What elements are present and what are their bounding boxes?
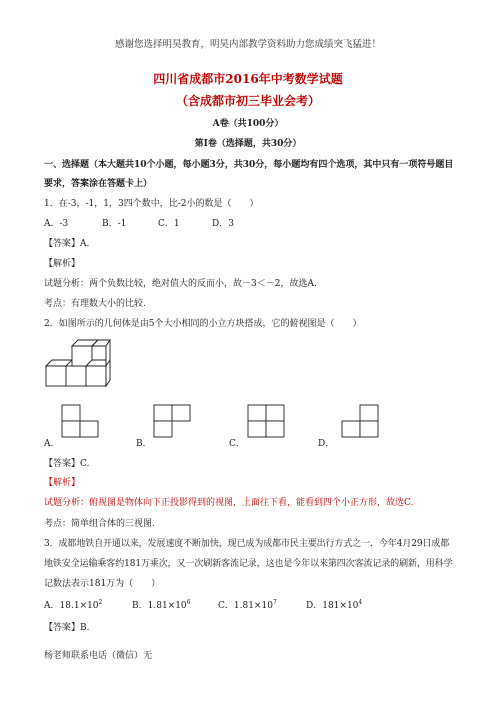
q3-option-a-exponent: 2 — [98, 599, 103, 606]
q2-analysis-choice: C. — [404, 498, 414, 508]
page-header: 感谢您选择明昊教育，明昊内部教学资料助力您成绩突飞猛进！ — [114, 39, 381, 50]
q1-answer: 【答案】A. — [44, 239, 90, 249]
page-footer: 杨老师联系电话（微信）无 — [44, 651, 153, 661]
instructions-line-2: 要求，答案涂在答题卡上） — [44, 179, 153, 189]
q1-knowledge-point: 考点：有理数大小的比较. — [44, 299, 146, 309]
section-a-heading: A卷（共100分） — [212, 119, 284, 129]
q3-stem-line-3: 记数法表示181万为（ ） — [44, 579, 161, 589]
q3-option-a — [44, 598, 102, 611]
q1-option-b: B．-1 — [102, 219, 127, 229]
q3-option-d-label: D． — [306, 601, 323, 611]
q1-option-a: A．-3 — [44, 219, 69, 229]
q2-answer: 【答案】C. — [44, 459, 90, 469]
q2-option-c-label: C． — [229, 439, 245, 449]
q3-option-b-label: B． — [132, 601, 148, 611]
q3-option-b — [132, 598, 191, 611]
q3-answer: 【答案】B. — [44, 623, 90, 633]
q2-option-b-label: B． — [136, 439, 152, 449]
q3-stem-line-2: 地铁安全运输乘客约181万乘次，又一次刷新客流记录，这也是今年以来第四次客流记录的刷新，用科学 — [44, 559, 453, 569]
q1-analysis-label: 【解析】 — [44, 259, 81, 269]
q1-option-d: D．3 — [212, 219, 234, 229]
q3-option-a-label: A． — [44, 601, 60, 611]
q3-option-b-exponent: 6 — [186, 599, 191, 606]
q2-knowledge-point: 考点：简单组合体的三视图. — [44, 519, 155, 529]
q3-option-b-value: 1.81×10 — [147, 601, 187, 611]
exam-subtitle: （含成都市初三毕业会考） — [175, 94, 320, 108]
q2-analysis-text: 试题分析：俯视图是物体向下正投影得到的视图，上面往下看，能看到四个小正方形，故选 — [44, 498, 405, 508]
q3-option-c-exponent: 7 — [272, 599, 277, 606]
part1-heading: 第Ⅰ卷（选择题，共30分） — [194, 139, 302, 149]
q2-option-d-label: D． — [318, 439, 335, 449]
q3-stem-line-1: 3．成都地铁自开通以来，发展速度不断加快，现已成为成都市民主要出行方式之一．今年4月29日成都 — [44, 539, 450, 549]
instructions-line-1: 一、选择题（本大题共10个小题，每小题3分，共30分，每小题均有四个选项，其中只有一项符号题目 — [44, 160, 454, 170]
q2-option-b-figure — [152, 403, 192, 439]
q1-stem: 1．在-3，-1，1，3四个数中，比-2小的数是（ ） — [44, 199, 259, 209]
q3-option-c-value: 1.81×10 — [233, 601, 273, 611]
q2-stem: 2．如图所示的几何体是由5个大小相同的小立方块搭成，它的俯视图是（ ） — [44, 319, 362, 329]
q2-option-d-figure — [340, 403, 380, 439]
q2-option-a-figure — [60, 403, 100, 439]
q3-option-d-value: 181×10 — [322, 601, 359, 611]
q1-analysis: 试题分析：两个负数比较，绝对值大的反而小，故－3＜－2，故选A. — [44, 279, 317, 289]
q3-option-c-label: C． — [218, 601, 234, 611]
exam-title: 四川省成都市2016年中考数学试题 — [153, 72, 343, 86]
q2-option-a-label: A． — [44, 439, 60, 449]
q2-solid-figure — [44, 338, 114, 396]
q2-analysis — [44, 495, 413, 508]
q3-option-d — [306, 598, 362, 611]
q3-option-d-exponent: 4 — [358, 599, 363, 606]
q1-option-c: C．1 — [158, 219, 180, 229]
q2-analysis-label: 【解析】 — [44, 478, 81, 488]
q3-option-a-value: 18.1×10 — [59, 601, 99, 611]
q2-option-c-figure — [246, 403, 286, 439]
q3-option-c — [218, 598, 277, 611]
